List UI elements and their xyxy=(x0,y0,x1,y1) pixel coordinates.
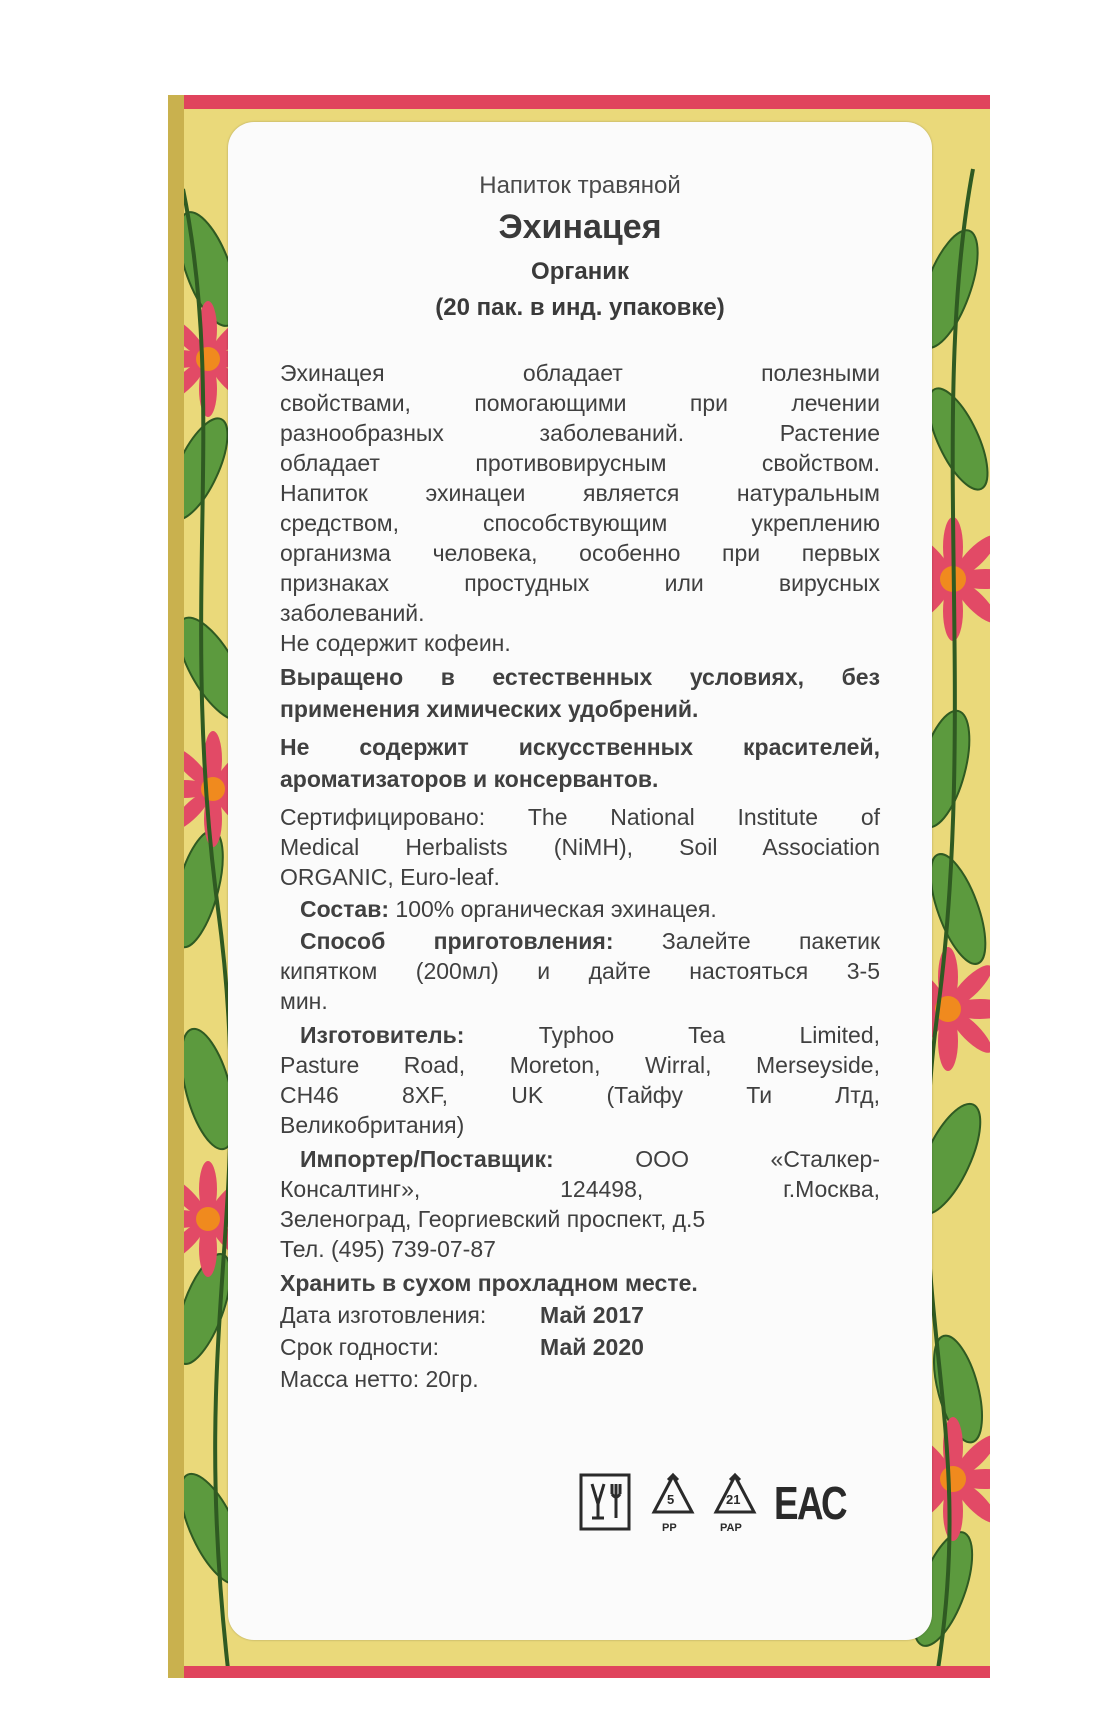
importer-line: Консалтинг», 124498, г.Москва, xyxy=(280,1176,880,1202)
certified-line: Сертифицировано: The National Institute of xyxy=(280,804,880,830)
description-line: признаках простудных или вирусных xyxy=(280,570,880,596)
maker-label: Изготовитель: xyxy=(300,1022,465,1048)
description-line: обладает противовирусным свойством. xyxy=(280,450,880,476)
storage: Хранить в сухом прохладном месте. xyxy=(280,1270,698,1296)
composition xyxy=(280,896,880,923)
recycle-5-number: 5 xyxy=(667,1492,675,1507)
recycle-21-number: 21 xyxy=(726,1492,741,1507)
maker-line: CH46 8XF, UK (Тайфу Ти Лтд, xyxy=(280,1082,880,1108)
pack-info: (20 пак. в инд. упаковке) xyxy=(435,294,725,321)
importer-label: Импортер/Поставщик: xyxy=(300,1146,554,1172)
certified-line: Medical Herbalists (NiMH), Soil Association xyxy=(280,834,880,860)
composition-value: 100% органическая эхинацея. xyxy=(395,896,717,922)
made-date xyxy=(280,1302,880,1329)
importer xyxy=(280,1146,880,1173)
composition-label: Состав: xyxy=(300,896,390,922)
product-type: Напиток травяной xyxy=(479,172,681,199)
prep-label: Способ приготовления: xyxy=(300,928,614,954)
description-line: разнообразных заболеваний. Растение xyxy=(280,420,880,446)
prep-line: кипятком (200мл) и дайте настояться 3-5 xyxy=(280,958,880,984)
organic-label: Органик xyxy=(531,258,629,285)
recycle-21-code: PAP xyxy=(720,1522,742,1534)
importer-line: Тел. (495) 739-07-87 xyxy=(280,1236,496,1262)
prep xyxy=(280,928,880,955)
no-caffeine: Не содержит кофеин. xyxy=(280,630,511,656)
description-line: Напиток эхинацеи является натуральным xyxy=(280,480,880,506)
description-line: Эхинацея обладает полезными xyxy=(280,360,880,386)
no-additives-line: ароматизаторов и консервантов. xyxy=(280,766,659,792)
description-line: организма человека, особенно при первых xyxy=(280,540,880,566)
grown-line: Выращено в естественных условиях, без xyxy=(280,664,880,690)
description-line: заболеваний. xyxy=(280,600,425,626)
expiry-value: Май 2020 xyxy=(540,1334,644,1360)
expiry-date xyxy=(280,1334,880,1361)
expiry-label: Срок годности: xyxy=(280,1334,440,1360)
mass: Масса нетто: 20гр. xyxy=(280,1366,479,1392)
glass-fork-icon xyxy=(578,1472,632,1532)
eac-mark: ЕАС xyxy=(774,1477,846,1529)
maker-line: Pasture Road, Moreton, Wirral, Merseyside, xyxy=(280,1052,880,1078)
description-line: средством, способствующим укреплению xyxy=(280,510,880,536)
certification-icons xyxy=(578,1472,908,1542)
certified-line: ORGANIC, Euro-leaf. xyxy=(280,864,500,890)
description-line: свойствами, помогающими при лечении xyxy=(280,390,880,416)
product-label xyxy=(228,122,932,1640)
importer-line: Зеленоград, Георгиевский проспект, д.5 xyxy=(280,1206,706,1232)
product-name: Эхинацея xyxy=(498,208,662,246)
made-label: Дата изготовления: xyxy=(280,1302,487,1328)
maker-value: Typhoo Tea Limited, xyxy=(538,1022,881,1048)
made-value: Май 2017 xyxy=(540,1302,644,1328)
prep-line: мин. xyxy=(280,988,328,1014)
importer-value: ООО «Сталкер- xyxy=(635,1146,880,1172)
maker xyxy=(280,1022,880,1049)
grown-line: применения химических удобрений. xyxy=(280,696,699,722)
recycle-5-code: PP xyxy=(662,1522,677,1534)
box-edge xyxy=(168,95,184,1678)
prep-value: Залейте пакетик xyxy=(661,928,881,954)
no-additives-line: Не содержит искусственных красителей, xyxy=(280,734,880,760)
maker-line: Великобритания) xyxy=(280,1112,465,1138)
